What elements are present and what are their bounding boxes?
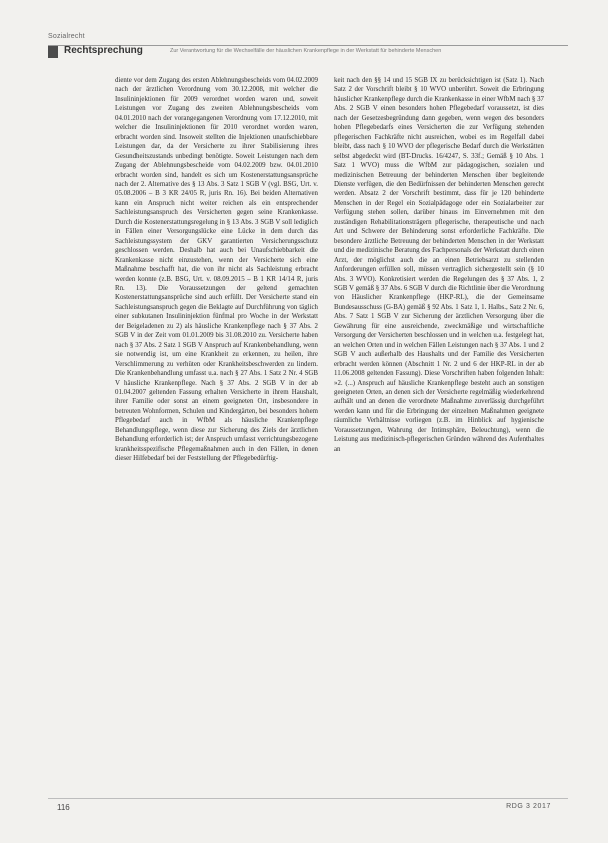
header-marker <box>48 46 58 58</box>
page-title: Rechtsprechung <box>64 45 143 56</box>
page-number: 116 <box>57 803 70 812</box>
page-subtitle: Zur Verantwortung für die Wechselfälle der häuslichen Krankenpflege in der Werkstatt für behinderte Menschen <box>170 48 442 54</box>
journal-issue: RDG 3 2017 <box>506 803 551 810</box>
text-column-left <box>115 76 318 464</box>
body-paragraph-right: keit nach den §§ 14 und 15 SGB IX zu berücksichtigen ist (Satz 1). Nach Satz 2 der Vorschrift bleibt § 10 WVO unberührt. Soweit die Erbringung häuslicher Krankenpflege durch die Krankenkasse in einer WfbM nach § 37 Abs. 2 SGB V einen besonders hohen Pflegebedarf voraussetzt, ist dies nach der Gesetzesbegründung dann gegeben, wenn wegen des besonders hohen Pflegebedarfs eines Versicherten die zur Verfügung stehenden pflegerischen Fachkräfte nicht ausreichen, wobei es im Regelfall dabei bleibt, dass nach § 10 WVO der pflegerische Bedarf durch die Werkstätten selbst abgedeckt wird (BT-Drucks. 16/4247, S. 33f.; Gemäß § 10 Abs. 1 Satz 1 WVO) muss die WfbM zur pädagogischen, sozialen und medizinischen Betreuung der behinderten Menschen über begleitende Dienste verfügen, die den Bedürfnissen der behinderten Menschen gerecht werden. Absatz 2 der Vorschrift bestimmt, dass für je 120 behinderte Menschen in der Regel ein Sozialpädagoge oder ein Sozialarbeiter zur Verfügung stehen sollen, darüber hinaus im Einvernehmen mit den zuständigen Rehabilitationsträgern pflegerische, therapeutische und nach Art und Schwere der Behinderung sonst erforderliche Fachkräfte. Die besondere ärztliche Betreuung der behinderten Menschen in der Werkstatt und die medizinische Beratung des Fachpersonals der Werkstatt durch einen Arzt, der möglichst auch die an einen Betriebsarzt zu stellenden Anforderungen erfüllen soll, müssen vertraglich sichergestellt sein (§ 10 Abs. 3 WVO). Konkretisiert werden die Regelungen des § 37 Abs. 1, 2 SGB V gemäß § 37 Abs. 6 SGB V durch die Richtlinie über die Verordnung von Häuslicher Krankenpflege (HKP-RL), die der Gemeinsame Bundesausschuss (G-BA) gemäß § 92 Abs. 1 Satz 1, 1. Halbs., Satz 2 Nr. 6, Abs. 7 Satz 1 SGB V zur Sicherung der ärztlichen Versorgung über die Gewährung für eine ausreichende, zweckmäßige und wirtschaftliche Versorgung der Versicherten beschlossen und in welchen u.a. festgelegt hat, an welchen Orten und in welchen Fällen Leistungen nach § 37 Abs. 1 und 2 SGB V auch außerhalb des Haushalts und der Familie des Versicherten erbracht werden können (Abschnitt 1 Nr. 2 und 6 der HKP-RL in der ab 11.06.2008 geltenden Fassung). Diese Vorschriften haben folgenden Inhalt: »2. (...) Anspruch auf häusliche Krankenpflege besteht auch an sonstigen geeigneten Orten, an denen sich der Versicherte regelmäßig wiederkehrend aufhält und an denen die verordnete Maßnahme zuverlässig durchgeführt werden kann und für die Erbringung der einzelnen Maßnahmen geeignete räumliche Verhältnisse vorliegen (z.B. im Hinblick auf hygienische Voraussetzungen, Wahrung der Intimsphäre, Beleuchtung), wenn die Leistung aus medizinisch-pflegerischen Gründen während des Aufenthaltes an <box>334 77 544 453</box>
section-tag: Sozialrecht <box>48 33 85 40</box>
text-column-right <box>334 76 544 454</box>
footer-rule <box>48 798 568 799</box>
body-paragraph-left: diente vor dem Zugang des ersten Ablehnungsbescheids vom 04.02.2009 nach der ärztlichen Verordnung vom 30.12.2008, mit welcher die Insulininjektionen für 2009 verordnet worden waren und, soweit Leistungen vor Zugang des zweiten Ablehnungsbescheids vom 04.01.2010 nach der vorangegangenen Verordnung vom 17.12.2010, mit welcher die Insulininjektionen für 2010 verordnet worden waren, erbracht worden sind. Insoweit stellten die Injektionen unaufschiebbare Leistungen dar, da der Versicherte zu ihrer Stabilisierung ihres Gesundheitszustands unbedingt benötigte. Soweit Leistungen nach dem Zugang der Ablehnungsbescheide vom 04.02.2009 bzw. 04.01.2010 erbracht worden sind, handelt es sich um Kostenerstattungsansprüche nach der 2. Alternative des § 13 Abs. 3 Satz 1 SGB V (vgl. BSG, Urt. v. 05.08.2006 – B 3 KR 24/05 R, juris Rn. 16). Bei beiden Alternativen kann ein Anspruch nicht weiter reichen als ein entsprechender Sachleistungsanspruch des Versicherten gegen seine Krankenkasse. Durch die Kostenerstattungsregelung in § 13 Abs. 3 SGB V soll lediglich in Fällen einer Versorgungslücke eine Lücke in dem durch das Sachleistungssystem der GKV garantierten Versicherungsschutz geschlossen werden. Deshalb hat auch bei Unaufschiebbarkeit die Krankenkasse nicht einzustehen, wenn der Versicherte sich eine Maßnahme beschafft hat, die von ihr nicht als Sachleistung erbracht werden konnte (z.B. BSG, Urt. v. 08.09.2015 – B 1 KR 14/14 R, juris Rn. 13). Die Voraussetzungen der geltend gemachten Kostenerstattungsansprüche sind auch erfüllt. Der Versicherte stand ein Sachleistungsanspruch gegen die Beklagte auf Durchführung von täglich einer subkutanen Insulininjektion fünfmal pro Woche in der Werkstatt der Beigeladenen zu 2) als häusliche Krankenpflege nach § 37 Abs. 2 SGB V in der Zeit vom 01.01.2009 bis 31.08.2010 zu. Versicherte haben nach § 37 Abs. 2 Satz 1 SGB V Anspruch auf Krankenbehandlung, wenn sie notwendig ist, um eine Krankheit zu erkennen, zu heilen, ihre Verschlimmerung zu verhüten oder Krankheitsbeschwerden zu lindern. Die Krankenbehandlung umfasst u.a. nach § 27 Abs. 1 Satz 2 Nr. 4 SGB V häusliche Krankenpflege. Nach § 37 Abs. 2 SGB V in der ab 01.04.2007 geltenden Fassung erhalten Versicherte in ihrem Haushalt, ihrer Familie oder sonst an einem geeigneten Ort, insbesondere in betreuten Wohnformen, Schulen und Kindergärten, bei besonders hohem Pflegebedarf auch in WfbM als häusliche Krankenpflege Behandlungspflege, wenn diese zur Sicherung des Ziels der ärztlichen Behandlung erforderlich ist; der Anspruch umfasst verrichtungsbezogene krankheitsspezifische Pflegemaßnahmen auch in den Fällen, in denen dieser Hilfebedarf bei der Feststellung der Pflegebedürftig- <box>115 77 318 463</box>
